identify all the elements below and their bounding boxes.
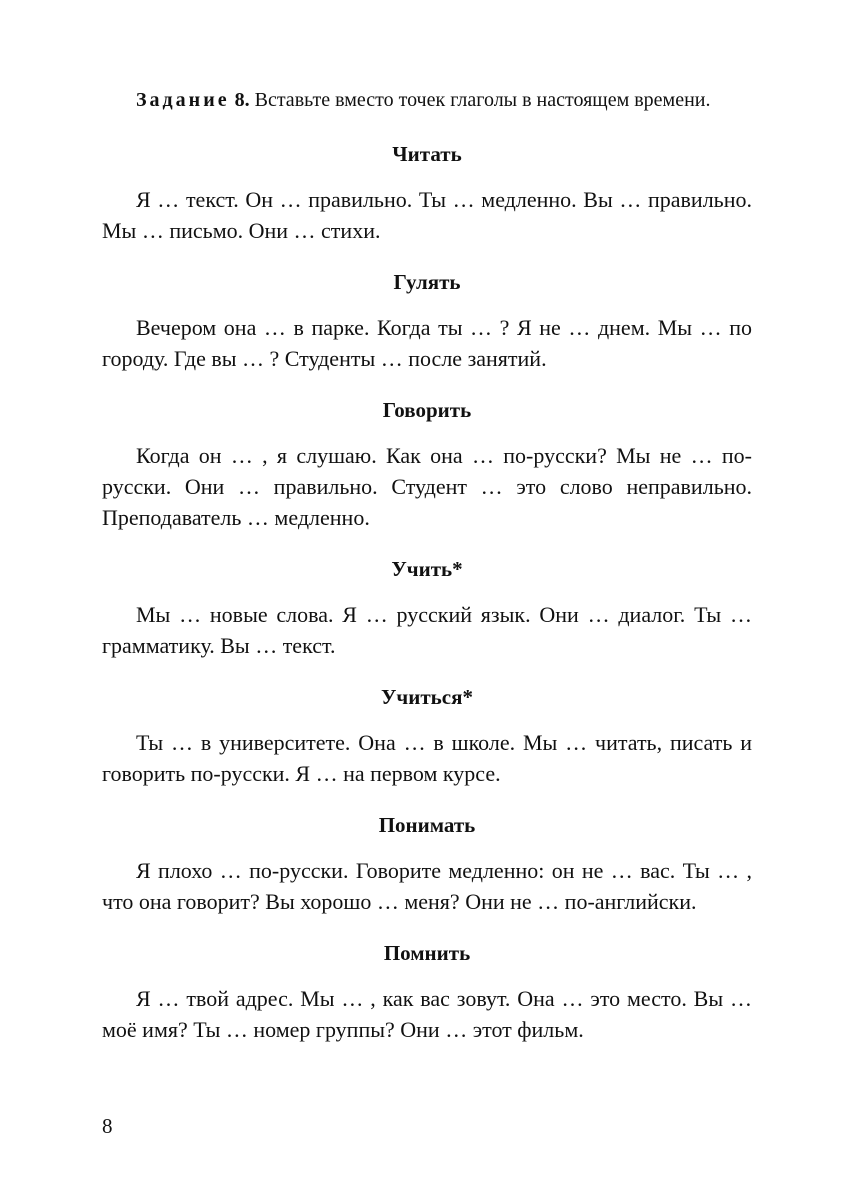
section-text: Когда он … , я слушаю. Как она … по-русски? Мы не … по-русски. Они … правильно. Студент … это слово неправильно. Преподаватель … медленно. bbox=[102, 443, 752, 530]
section-ponimat bbox=[102, 811, 752, 917]
task-label: Задание bbox=[136, 89, 230, 111]
section-text: Вечером она … в парке. Когда ты … ? Я не … днем. Мы … по городу. Где вы … ? Студенты … после занятий. bbox=[102, 315, 752, 371]
task-text: Вставьте вместо точек глаголы в настоящем времени. bbox=[254, 89, 711, 111]
page-content bbox=[102, 84, 752, 1067]
section-title: Учиться* bbox=[381, 685, 473, 709]
section-title: Читать bbox=[392, 142, 462, 166]
section-text: Я … текст. Он … правильно. Ты … медленно. Вы … правильно. Мы … письмо. Они … стихи. bbox=[102, 187, 752, 243]
section-chitat bbox=[102, 140, 752, 246]
section-uchit bbox=[102, 555, 752, 661]
page-number: 8 bbox=[102, 1114, 113, 1138]
section-text: Я плохо … по-русски. Говорите медленно: он не … вас. Ты … , что она говорит? Вы хорошо … меня? Они не … по-английски. bbox=[102, 858, 752, 914]
section-text: Мы … новые слова. Я … русский язык. Они … диалог. Ты … грамматику. Вы … текст. bbox=[102, 602, 752, 658]
section-pomnit bbox=[102, 939, 752, 1045]
section-title: Гулять bbox=[393, 270, 461, 294]
section-uchitsya bbox=[102, 683, 752, 789]
section-title: Помнить bbox=[383, 941, 471, 965]
section-govorit bbox=[102, 396, 752, 533]
task-instruction bbox=[102, 84, 752, 116]
section-text: Ты … в университете. Она … в школе. Мы … читать, писать и говорить по-русски. Я … на первом курсе. bbox=[102, 730, 752, 786]
section-text: Я … твой адрес. Мы … , как вас зовут. Она … это место. Вы … моё имя? Ты … номер группы? Они … этот фильм. bbox=[102, 986, 752, 1042]
section-gulyat bbox=[102, 268, 752, 374]
section-title: Понимать bbox=[378, 813, 476, 837]
section-title: Говорить bbox=[382, 398, 472, 422]
task-number: 8. bbox=[234, 89, 250, 111]
section-title: Учить* bbox=[391, 557, 463, 581]
